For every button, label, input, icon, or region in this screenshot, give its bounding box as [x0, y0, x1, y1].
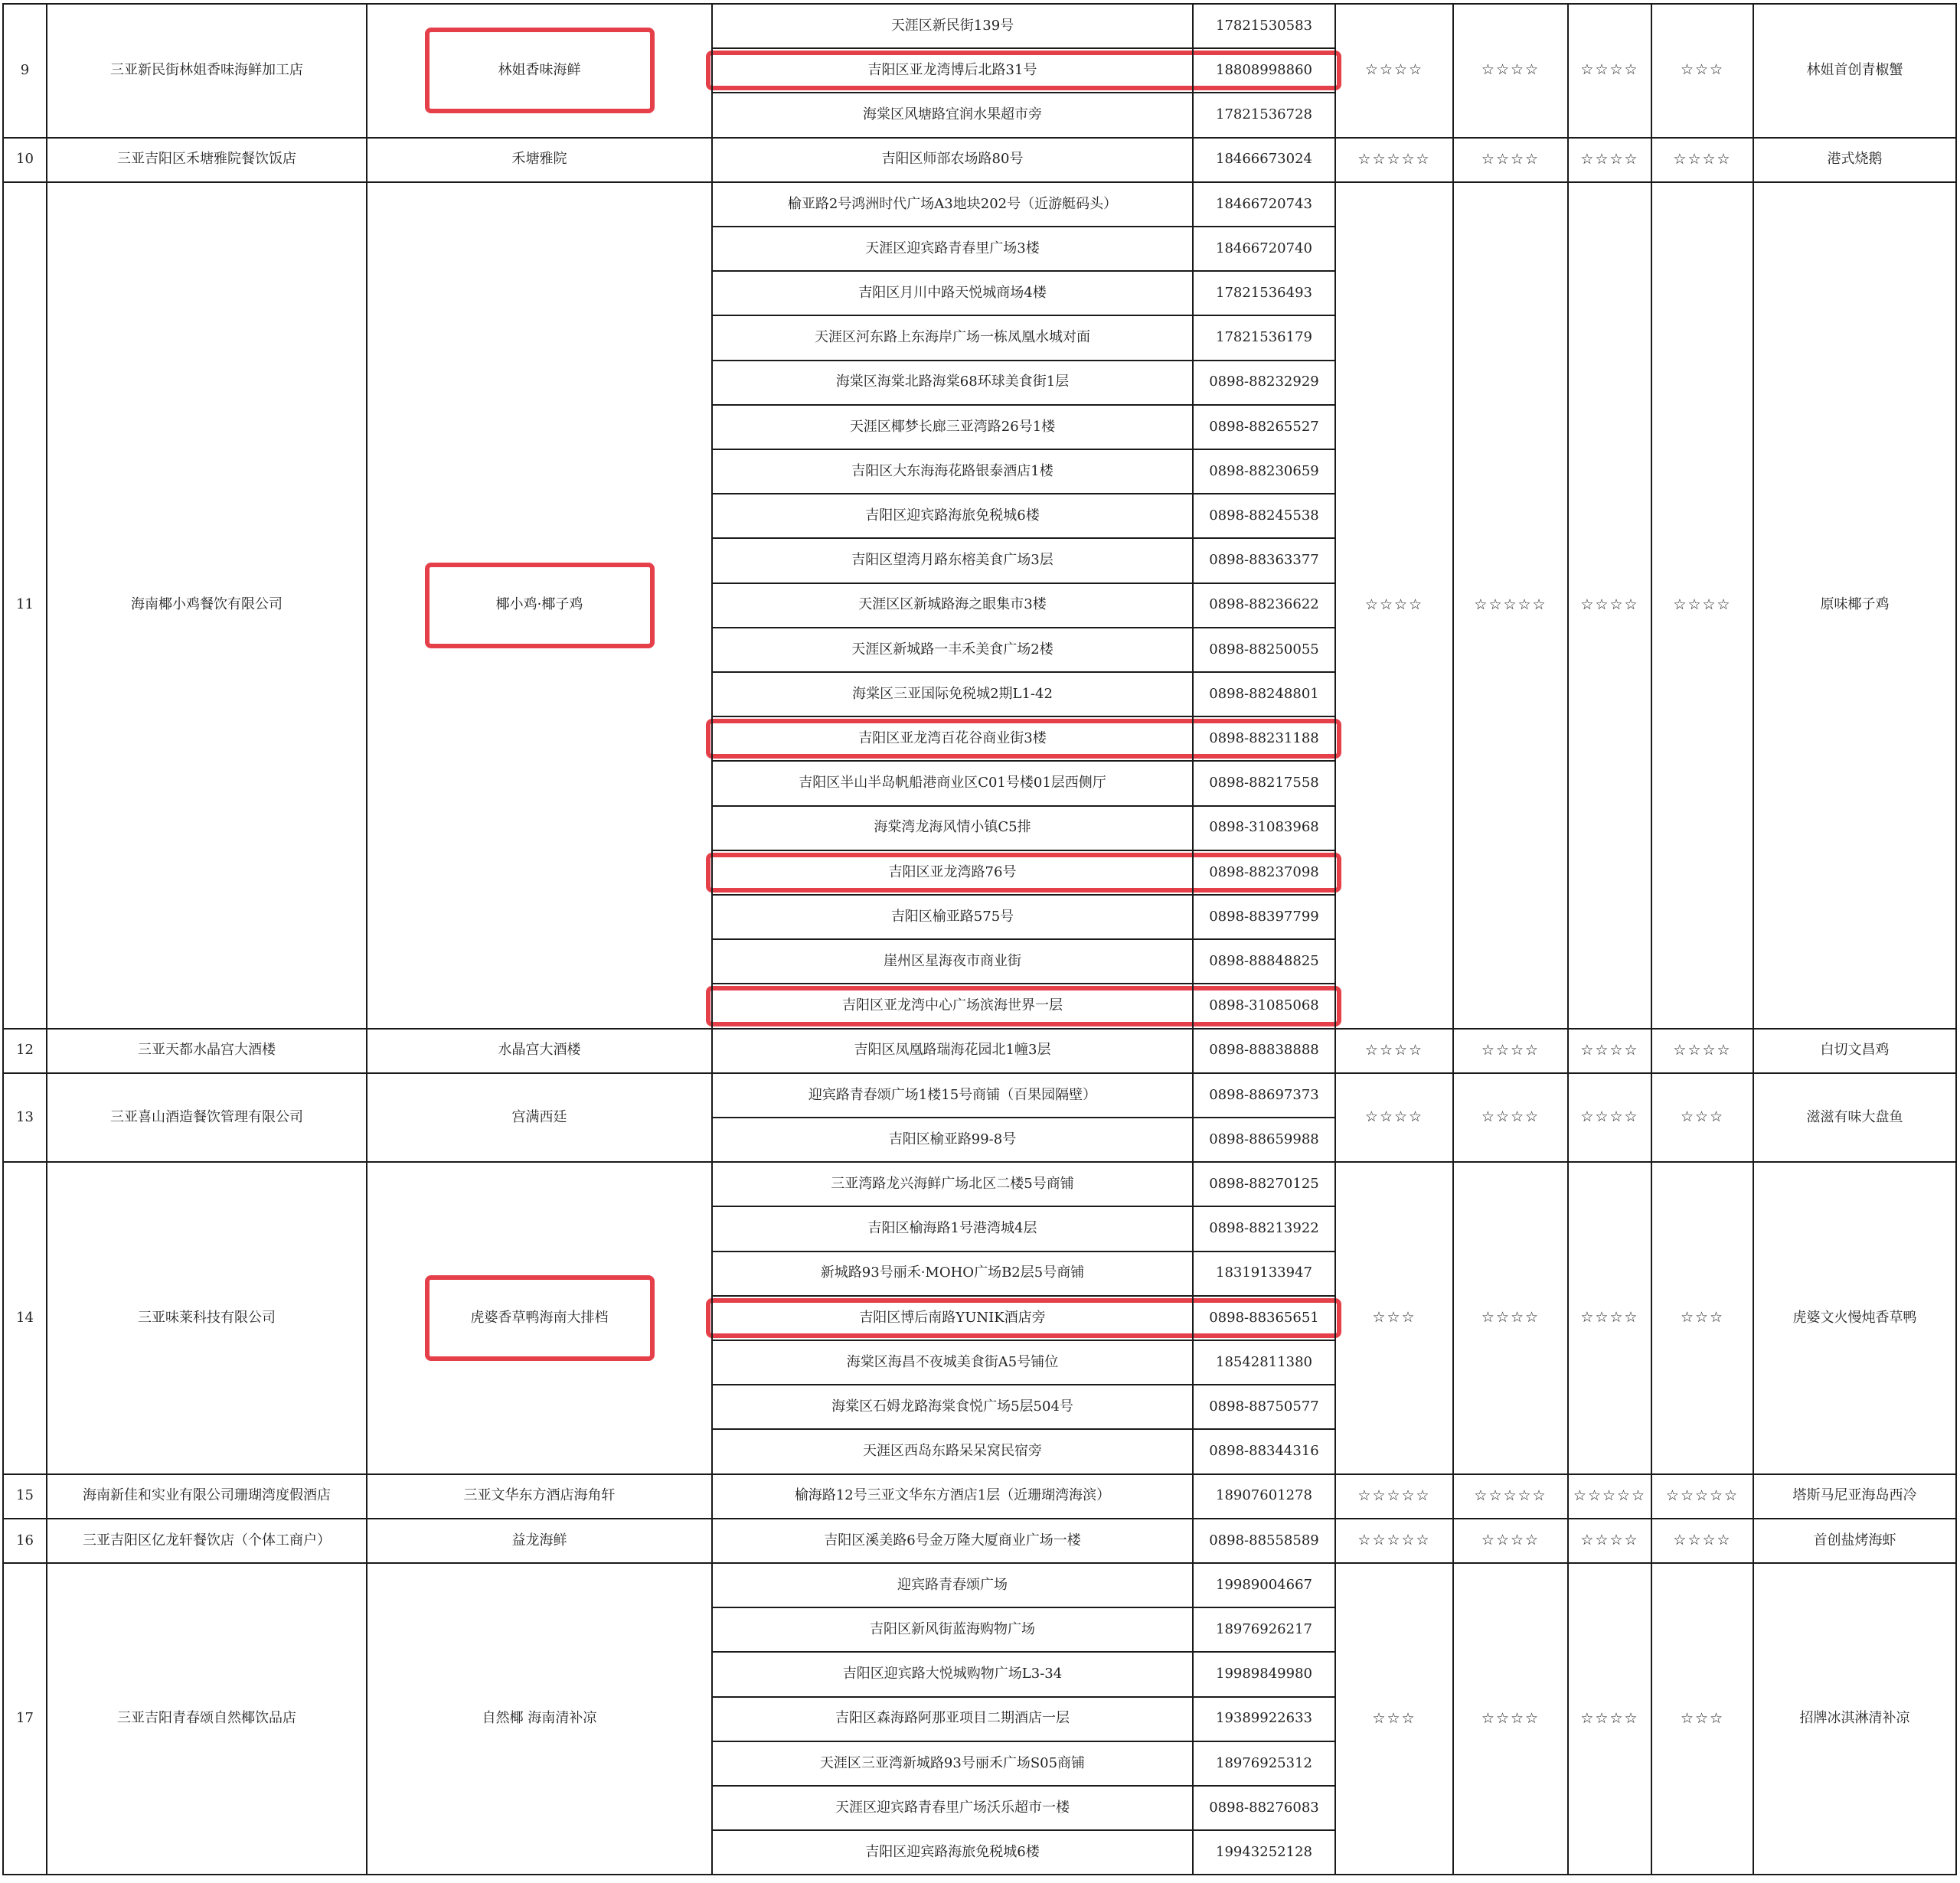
row-number: 9: [20, 62, 30, 79]
store-phone: 0898-88213922: [1209, 1220, 1319, 1237]
company-name: 三亚天都水晶宫大酒楼: [138, 1042, 276, 1059]
store-address: 天涯区新民街139号: [890, 17, 1014, 34]
store-address: 吉阳区迎宾路大悦城购物广场L3-34: [842, 1666, 1063, 1682]
rating-3: ☆☆☆☆: [1580, 1532, 1639, 1549]
store-address: 吉阳区亚龙湾百花谷商业街3楼: [858, 730, 1047, 747]
rating-3: ☆☆☆☆: [1580, 61, 1639, 79]
store-phone: 18976925312: [1216, 1754, 1312, 1771]
brand-highlight-box: [425, 28, 655, 113]
store-divider: [712, 493, 1335, 494]
rating-1: ☆☆☆☆: [1364, 596, 1424, 613]
rating-2: ☆☆☆☆: [1481, 150, 1540, 168]
rating-2: ☆☆☆☆: [1481, 1041, 1540, 1059]
store-highlight-box: [706, 986, 1341, 1026]
row-divider: [3, 1874, 1956, 1875]
store-address: 天涯区河东路上东海岸广场一栋凤凰水城对面: [815, 329, 1090, 346]
signature-dish: 原味椰子鸡: [1820, 596, 1890, 613]
store-divider: [712, 1696, 1335, 1698]
store-address: 吉阳区榆亚路99-8号: [888, 1131, 1017, 1147]
store-divider: [712, 537, 1335, 539]
store-address: 吉阳区溪美路6号金万隆大厦商业广场一楼: [824, 1532, 1081, 1548]
company-name: 三亚味莱科技有限公司: [138, 1309, 276, 1326]
store-phone: 0898-88365651: [1209, 1309, 1319, 1326]
store-address: 吉阳区亚龙湾路76号: [888, 863, 1017, 880]
store-highlight-box: [706, 719, 1341, 759]
rating-1: ☆☆☆: [1372, 1309, 1416, 1326]
store-phone: 18542811380: [1216, 1353, 1312, 1370]
column-line-0: [2, 3, 4, 1875]
store-phone: 0898-31085068: [1209, 997, 1319, 1014]
store-phone: 0898-88230659: [1209, 462, 1319, 479]
brand-name: 宫满西廷: [511, 1108, 567, 1125]
brand-name: 三亚文华东方酒店海角轩: [463, 1487, 616, 1504]
store-address: 三亚湾路龙兴海鲜广场北区二楼5号商铺: [831, 1176, 1074, 1193]
store-phone: 0898-88397799: [1209, 908, 1319, 925]
signature-dish: 招牌冰淇淋清补凉: [1799, 1710, 1910, 1727]
store-divider: [712, 1251, 1335, 1252]
signature-dish: 塔斯马尼亚海岛西冷: [1792, 1487, 1917, 1504]
row-number: 14: [16, 1309, 34, 1326]
brand-name: 虎婆香草鸭海南大排档: [470, 1309, 609, 1326]
store-phone: 0898-88558589: [1209, 1532, 1319, 1548]
rating-3: ☆☆☆☆☆: [1573, 1486, 1647, 1504]
row-number: 15: [16, 1487, 34, 1504]
rating-4: ☆☆☆: [1680, 1709, 1725, 1727]
rating-3: ☆☆☆☆: [1580, 1041, 1639, 1059]
column-line-5: [1334, 3, 1336, 1875]
store-phone: 18808998860: [1216, 62, 1312, 79]
column-line-4: [1192, 3, 1194, 1875]
store-divider: [712, 671, 1335, 673]
rating-4: ☆☆☆: [1680, 1108, 1725, 1126]
rating-2: ☆☆☆☆: [1481, 1532, 1540, 1549]
store-address: 崖州区星海夜市商业街: [884, 953, 1021, 970]
store-divider: [712, 894, 1335, 896]
company-name: 海南新佳和实业有限公司珊瑚湾度假酒店: [83, 1487, 331, 1504]
store-phone: 0898-88363377: [1209, 552, 1319, 569]
brand-name: 椰小鸡·椰子鸡: [495, 596, 583, 613]
store-address: 吉阳区新风街蓝海购物广场: [870, 1621, 1035, 1638]
brand-highlight-box: [425, 563, 655, 648]
store-divider: [712, 716, 1335, 717]
signature-dish: 港式烧鹅: [1827, 151, 1883, 168]
store-divider: [712, 1651, 1335, 1653]
row-number: 16: [16, 1532, 34, 1548]
column-line-3: [711, 3, 713, 1875]
store-address: 吉阳区半山半岛帆船港商业区C01号楼01层西侧厅: [799, 775, 1106, 791]
store-phone: 0898-88838888: [1209, 1042, 1319, 1059]
rating-1: ☆☆☆☆: [1364, 1041, 1424, 1059]
company-name: 三亚吉阳区亿龙轩餐饮店（个体工商户）: [83, 1532, 331, 1548]
store-phone: 0898-88848825: [1209, 953, 1319, 970]
store-address: 吉阳区榆亚路575号: [890, 908, 1014, 925]
store-phone: 0898-31083968: [1209, 819, 1319, 836]
rating-2: ☆☆☆☆☆: [1474, 1486, 1547, 1504]
store-divider: [712, 1607, 1335, 1608]
store-divider: [712, 1384, 1335, 1385]
store-divider: [712, 850, 1335, 851]
store-phone: 0898-88232929: [1209, 374, 1319, 390]
brand-name: 禾塘雅院: [511, 151, 567, 168]
brand-name: 自然椰 海南清补凉: [482, 1710, 597, 1727]
signature-dish: 白切文昌鸡: [1820, 1042, 1890, 1059]
store-phone: 17821536179: [1216, 329, 1312, 346]
row-number: 12: [16, 1042, 34, 1059]
store-divider: [712, 1785, 1335, 1787]
store-divider: [712, 1428, 1335, 1430]
store-phone: 18319133947: [1216, 1265, 1312, 1281]
row-number: 10: [16, 151, 34, 168]
store-address: 吉阳区迎宾路海旅免税城6楼: [865, 507, 1040, 524]
store-address: 海棠区石姆龙路海棠食悦广场5层504号: [831, 1398, 1073, 1415]
store-address: 吉阳区望湾月路东榕美食广场3层: [851, 552, 1054, 569]
store-divider: [712, 1829, 1335, 1831]
store-phone: 19989849980: [1216, 1666, 1312, 1682]
store-phone: 19989004667: [1216, 1576, 1312, 1593]
column-line-2: [366, 3, 368, 1875]
store-phone: 0898-88250055: [1209, 641, 1319, 658]
store-address: 天涯区迎宾路青春里广场3楼: [865, 240, 1040, 256]
rating-2: ☆☆☆☆: [1481, 1108, 1540, 1126]
store-phone: 0898-88236622: [1209, 596, 1319, 613]
company-name: 海南椰小鸡餐饮有限公司: [131, 596, 283, 613]
store-phone: 0898-88231188: [1209, 730, 1319, 747]
store-address: 天涯区椰梦长廊三亚湾路26号1楼: [849, 418, 1056, 435]
rating-3: ☆☆☆☆: [1580, 150, 1639, 168]
brand-name: 水晶宫大酒楼: [498, 1042, 581, 1059]
store-address: 天涯区西岛东路呆呆窝民宿旁: [863, 1443, 1042, 1460]
store-divider: [712, 1340, 1335, 1341]
store-phone: 18907601278: [1216, 1487, 1312, 1504]
column-line-9: [1753, 3, 1754, 1875]
store-address: 吉阳区凤凰路瑞海花园北1幢3层: [854, 1042, 1051, 1059]
store-divider: [712, 805, 1335, 807]
rating-4: ☆☆☆☆: [1673, 596, 1732, 613]
rating-1: ☆☆☆☆: [1364, 61, 1424, 79]
rating-4: ☆☆☆☆: [1673, 1532, 1732, 1549]
column-line-10: [1955, 3, 1957, 1875]
store-phone: 0898-88270125: [1209, 1176, 1319, 1193]
store-address: 海棠区海棠北路海棠68环球美食街1层: [835, 374, 1070, 390]
store-divider: [712, 1741, 1335, 1742]
store-address: 天涯区三亚湾新城路93号丽禾广场S05商铺: [819, 1754, 1086, 1771]
rating-3: ☆☆☆☆: [1580, 1709, 1639, 1727]
store-address: 海棠区风塘路宜润水果超市旁: [863, 106, 1042, 123]
brand-name: 林姐香味海鲜: [498, 62, 581, 79]
store-divider: [712, 1295, 1335, 1297]
store-address: 榆亚路2号鸿洲时代广场A3地块202号（近游艇码头）: [787, 195, 1118, 212]
row-number: 17: [16, 1710, 34, 1727]
store-divider: [712, 270, 1335, 272]
column-line-1: [46, 3, 47, 1875]
signature-dish: 首创盐烤海虾: [1813, 1532, 1896, 1548]
signature-dish: 林姐首创青椒蟹: [1806, 62, 1903, 79]
company-name: 三亚吉阳区禾塘雅院餐饮饭店: [117, 151, 296, 168]
store-address: 海棠湾龙海风情小镇C5排: [874, 819, 1031, 836]
brand-highlight-box: [425, 1275, 655, 1361]
store-highlight-box: [706, 1298, 1341, 1338]
rating-4: ☆☆☆: [1680, 61, 1725, 79]
table-top-border: [3, 3, 1956, 5]
store-divider: [712, 315, 1335, 316]
store-address: 海棠区海昌不夜城美食街A5号铺位: [846, 1353, 1059, 1370]
store-phone: 0898-88248801: [1209, 685, 1319, 702]
rating-1: ☆☆☆☆: [1364, 1108, 1424, 1126]
rating-1: ☆☆☆: [1372, 1709, 1416, 1727]
store-divider: [712, 92, 1335, 93]
store-address: 吉阳区大东海海花路银泰酒店1楼: [851, 462, 1054, 479]
store-divider: [712, 1117, 1335, 1118]
store-address: 吉阳区亚龙湾中心广场滨海世界一层: [842, 997, 1063, 1014]
signature-dish: 虎婆文火慢炖香草鸭: [1792, 1309, 1917, 1326]
store-phone: 0898-88344316: [1209, 1443, 1319, 1460]
store-phone: 0898-88245538: [1209, 507, 1319, 524]
store-address: 新城路93号丽禾·MOHO广场B2层5号商铺: [820, 1265, 1085, 1281]
row-number: 13: [16, 1108, 34, 1125]
store-divider: [712, 760, 1335, 762]
store-divider: [712, 404, 1335, 406]
store-phone: 19943252128: [1216, 1844, 1312, 1861]
rating-1: ☆☆☆☆☆: [1357, 1532, 1431, 1549]
store-address: 榆海路12号三亚文华东方酒店1层（近珊瑚湾海滨）: [794, 1487, 1111, 1504]
company-name: 三亚喜山酒造餐饮管理有限公司: [110, 1108, 303, 1125]
store-phone: 0898-88237098: [1209, 863, 1319, 880]
store-divider: [712, 47, 1335, 49]
store-phone: 0898-88265527: [1209, 418, 1319, 435]
rating-3: ☆☆☆☆: [1580, 1108, 1639, 1126]
store-divider: [712, 938, 1335, 940]
store-phone: 0898-88750577: [1209, 1398, 1319, 1415]
column-line-8: [1651, 3, 1652, 1875]
store-phone: 18466673024: [1216, 151, 1312, 168]
store-divider: [712, 983, 1335, 984]
store-address: 天涯区新城路一丰禾美食广场2楼: [851, 641, 1054, 658]
store-phone: 19389922633: [1216, 1710, 1312, 1727]
rating-2: ☆☆☆☆: [1481, 61, 1540, 79]
brand-name: 益龙海鲜: [511, 1532, 567, 1548]
store-address: 吉阳区迎宾路海旅免税城6楼: [865, 1844, 1040, 1861]
store-phone: 18976926217: [1216, 1621, 1312, 1638]
rating-2: ☆☆☆☆☆: [1474, 596, 1547, 613]
rating-4: ☆☆☆☆☆: [1665, 1486, 1740, 1504]
store-highlight-box: [706, 853, 1341, 893]
rating-2: ☆☆☆☆: [1481, 1309, 1540, 1326]
row-number: 11: [16, 596, 34, 613]
store-phone: 18466720740: [1216, 240, 1312, 256]
rating-3: ☆☆☆☆: [1580, 596, 1639, 613]
company-name: 三亚吉阳青春颂自然椰饮品店: [117, 1710, 296, 1727]
rating-3: ☆☆☆☆: [1580, 1309, 1639, 1326]
store-phone: 18466720743: [1216, 195, 1312, 212]
store-phone: 0898-88697373: [1209, 1086, 1319, 1103]
store-divider: [712, 627, 1335, 628]
column-line-6: [1452, 3, 1454, 1875]
column-line-7: [1567, 3, 1569, 1875]
store-divider: [712, 583, 1335, 584]
store-address: 吉阳区师部农场路80号: [881, 151, 1024, 168]
store-address: 迎宾路青春颂广场: [897, 1576, 1008, 1593]
store-address: 吉阳区月川中路天悦城商场4楼: [858, 285, 1047, 302]
rating-2: ☆☆☆☆: [1481, 1709, 1540, 1727]
company-name: 三亚新民街林姐香味海鲜加工店: [110, 62, 303, 79]
store-divider: [712, 1206, 1335, 1207]
rating-1: ☆☆☆☆☆: [1357, 150, 1431, 168]
store-phone: 0898-88217558: [1209, 775, 1319, 791]
store-address: 迎宾路青春颂广场1楼15号商铺（百果园隔壁）: [808, 1086, 1097, 1103]
store-address: 吉阳区亚龙湾博后北路31号: [867, 62, 1037, 79]
signature-dish: 滋滋有味大盘鱼: [1806, 1108, 1903, 1125]
store-divider: [712, 226, 1335, 227]
store-phone: 0898-88276083: [1209, 1799, 1319, 1816]
rating-4: ☆☆☆: [1680, 1309, 1725, 1326]
store-highlight-box: [706, 51, 1341, 90]
store-phone: 17821536493: [1216, 285, 1312, 302]
store-divider: [712, 360, 1335, 361]
store-phone: 17821536728: [1216, 106, 1312, 123]
store-divider: [712, 449, 1335, 450]
store-phone: 0898-88659988: [1209, 1131, 1319, 1147]
store-address: 吉阳区榆海路1号港湾城4层: [867, 1220, 1037, 1237]
store-address: 天涯区区新城路海之眼集市3楼: [858, 596, 1047, 613]
store-phone: 17821530583: [1216, 17, 1312, 34]
rating-1: ☆☆☆☆☆: [1357, 1486, 1431, 1504]
rating-4: ☆☆☆☆: [1673, 150, 1732, 168]
store-address: 吉阳区博后南路YUNIK酒店旁: [859, 1309, 1046, 1326]
store-address: 海棠区三亚国际免税城2期L1-42: [852, 685, 1053, 702]
rating-4: ☆☆☆☆: [1673, 1041, 1732, 1059]
store-address: 吉阳区森海路阿那亚项目二期酒店一层: [835, 1710, 1070, 1727]
store-address: 天涯区迎宾路青春里广场沃乐超市一楼: [835, 1799, 1070, 1816]
